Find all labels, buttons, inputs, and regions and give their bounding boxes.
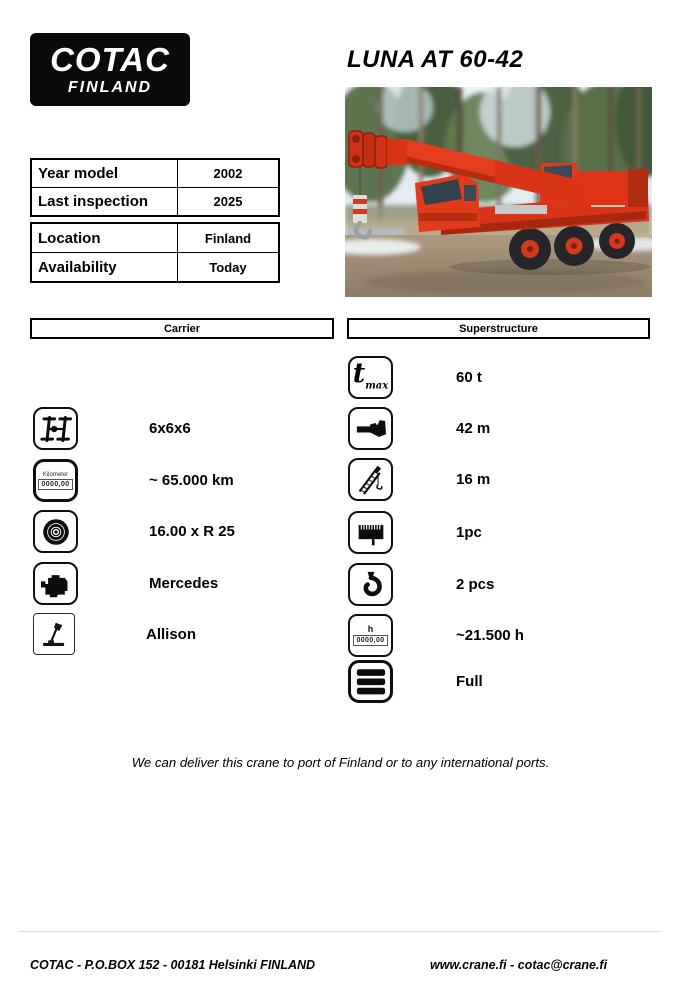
hour-meter-icon [348, 614, 393, 657]
info-table-availability [30, 222, 280, 283]
footer-contact: www.crane.fi - cotac@crane.fi [430, 958, 608, 972]
spec-row-tires [33, 510, 235, 553]
engine-icon [33, 562, 78, 605]
winch-value: 1pc [456, 524, 482, 541]
hour-meter-icon-label: h [367, 624, 374, 634]
superstructure-section-header: Superstructure [347, 318, 650, 339]
delivery-note: We can deliver this crane to port of Finland or to any international ports. [131, 755, 550, 770]
spec-row-engine [33, 562, 218, 605]
crane-photo [345, 87, 652, 297]
cotac-logo [30, 33, 190, 106]
spec-row-hours [348, 614, 524, 657]
counterweight-icon [348, 660, 393, 703]
availability-label: Availability [32, 253, 178, 281]
counterweight-value: Full [456, 673, 483, 690]
spec-row-winch [348, 511, 482, 554]
max-capacity-icon [348, 356, 393, 399]
spec-row-jib [348, 458, 490, 501]
gearshift-icon [33, 613, 75, 655]
page-title: LUNA AT 60-42 [347, 46, 524, 73]
year-model-value: 2002 [213, 166, 243, 181]
availability-value: Today [209, 259, 247, 275]
last-inspection-value: 2025 [213, 194, 243, 209]
spec-row-odometer [33, 459, 234, 502]
table-row [32, 160, 278, 187]
odometer-icon-digits: 0000,00 [38, 479, 72, 490]
odometer-value: ~ 65.000 km [149, 472, 234, 489]
info-table-model [30, 158, 280, 217]
main-boom-value: 42 m [456, 420, 491, 437]
logo-line2: FINLAND [67, 79, 153, 96]
spec-row-main-boom [348, 407, 490, 450]
winch-icon [348, 511, 393, 554]
spec-row-counterweight [348, 660, 483, 703]
jib-value: 16 m [456, 471, 491, 488]
max-capacity-icon-text: $t_{max}$ [352, 357, 389, 392]
spec-row-max-capacity [348, 356, 482, 399]
tire-size-value: 16.00 x R 25 [149, 523, 235, 540]
table-row [32, 224, 278, 252]
year-model-label: Year model [32, 160, 178, 187]
max-capacity-value: 60 t [456, 369, 482, 386]
logo-line1: COTAC [50, 41, 170, 78]
location-label: Location [32, 224, 178, 252]
main-boom-icon [348, 407, 393, 450]
odometer-icon [33, 459, 78, 502]
last-inspection-label: Last inspection [32, 188, 178, 215]
location-value: Finland [204, 230, 252, 246]
drivetrain-value: 6x6x6 [149, 420, 191, 437]
hours-value: ~21.500 h [456, 627, 524, 644]
spec-row-transmission [33, 613, 196, 655]
crane-illustration [345, 87, 652, 297]
engine-value: Mercedes [149, 575, 219, 592]
hour-meter-icon-digits: 0000,00 [353, 635, 387, 646]
footer-divider [20, 931, 661, 932]
hook-icon [348, 563, 393, 606]
odometer-icon-label: Kilometer [42, 471, 69, 478]
tire-icon [33, 510, 78, 553]
footer-address: COTAC - P.O.BOX 152 - 00181 Helsinki FINLAND [30, 958, 316, 972]
spec-row-hooks [348, 563, 494, 606]
table-row [32, 187, 278, 215]
drivetrain-icon [33, 407, 78, 450]
jib-icon [348, 458, 393, 501]
carrier-section-header: Carrier [30, 318, 334, 339]
table-row [32, 252, 278, 281]
spec-row-drivetrain [33, 407, 191, 450]
hooks-value: 2 pcs [456, 576, 495, 593]
transmission-value: Allison [146, 625, 197, 643]
